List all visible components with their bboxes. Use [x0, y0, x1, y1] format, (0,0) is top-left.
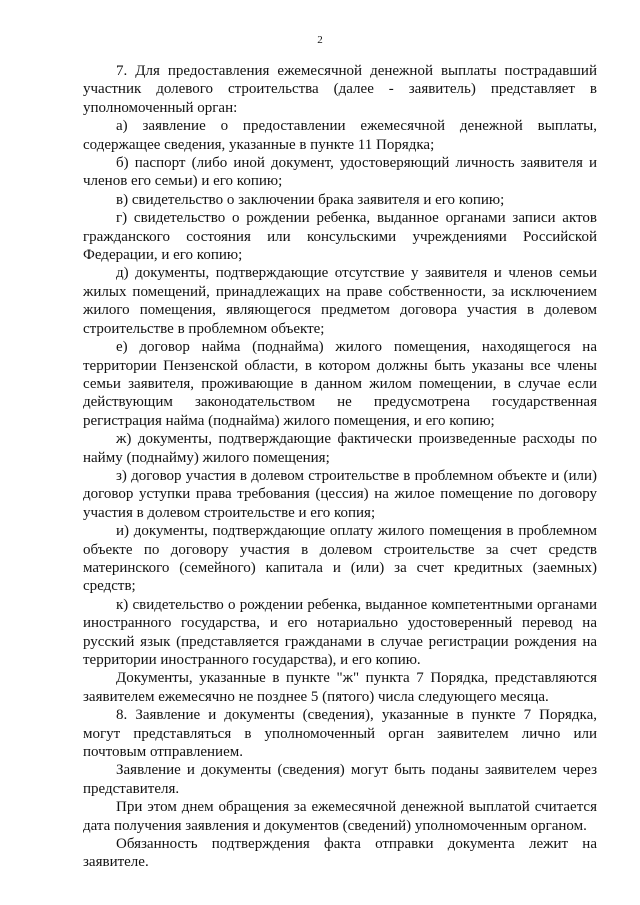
paragraph-item-zh: ж) документы, подтверждающие фактически произведенные расходы по найму (поднайму) жилого помещения; — [83, 431, 597, 466]
paragraph-item-k: к) свидетельство о рождении ребенка, выданное компетентными органами иностранного государства, и его нотариально удостоверенный перевод на русский язык (представляется гражданами в случае регистрации рождения на территории иностранного государства), и его копию. — [83, 596, 597, 668]
paragraph-item-i: и) документы, подтверждающие оплату жилого помещения в проблемном объекте по договору участия в долевом строительстве за счет средств материнского (семейного) капитала и (или) за счет кредитных (заемных) средств; — [83, 523, 597, 595]
paragraph-item-d: д) документы, подтверждающие отсутствие у заявителя и членов семьи жилых помещений, принадлежащих на праве собственности, за исключением жилого помещения, являющегося предметом договора участия в долевом строительстве в проблемном объекте; — [83, 265, 597, 337]
paragraph-7-intro: 7. Для предоставления ежемесячной денежной выплаты пострадавший участник долевого строительства (далее - заявитель) представляет в уполномоченный орган: — [83, 63, 597, 116]
paragraph-item-e: е) договор найма (поднайма) жилого помещения, находящегося на территории Пензенской области, в котором должны быть указаны все члены семьи заявителя, проживающие в данном жилом помещении, в случае если действующим законодательством не предусмотрена государственная регистрация найма (поднайма) жилого помещения, и его копию; — [83, 339, 597, 429]
paragraph-8: 8. Заявление и документы (сведения), указанные в пункте 7 Порядка, могут представляться в уполномоченный орган заявителем лично или почтовым отправлением. — [83, 707, 597, 761]
paragraph-item-v: в) свидетельство о заключении брака заявителя и его копию; — [116, 191, 505, 208]
paragraph-item-g: г) свидетельство о рождении ребенка, выданное органами записи актов гражданского состояния или консульскими учреждениями Российской Федерации, и его копию; — [83, 210, 597, 264]
paragraph-item-b: б) паспорт (либо иной документ, удостоверяющий личность заявителя и членов его семьи) и его копию; — [83, 155, 597, 190]
paragraph-item-a: а) заявление о предоставлении ежемесячной денежной выплаты, содержащее сведения, указанные в пункте 11 Порядка; — [83, 118, 597, 153]
document-body — [83, 62, 597, 872]
paragraph-application-date: При этом днем обращения за ежемесячной денежной выплатой считается дата получения заявления и документов (сведений) уполномоченным органом. — [83, 799, 597, 834]
page-number: 2 — [317, 34, 323, 46]
paragraph-item-z: з) договор участия в долевом строительстве в проблемном объекте и (или) договор уступки права требования (цессия) на жилое помещение по договору участия в долевом строительстве и его копия; — [83, 467, 597, 521]
paragraph-proof-obligation: Обязанность подтверждения факта отправки документа лежит на заявителе. — [83, 836, 597, 871]
paragraph-representative: Заявление и документы (сведения) могут быть поданы заявителем через представителя. — [83, 762, 597, 797]
paragraph-monthly-documents: Документы, указанные в пункте "ж" пункта 7 Порядка, представляются заявителем ежемесячно не позднее 5 (пятого) числа следующего месяца. — [83, 670, 597, 705]
